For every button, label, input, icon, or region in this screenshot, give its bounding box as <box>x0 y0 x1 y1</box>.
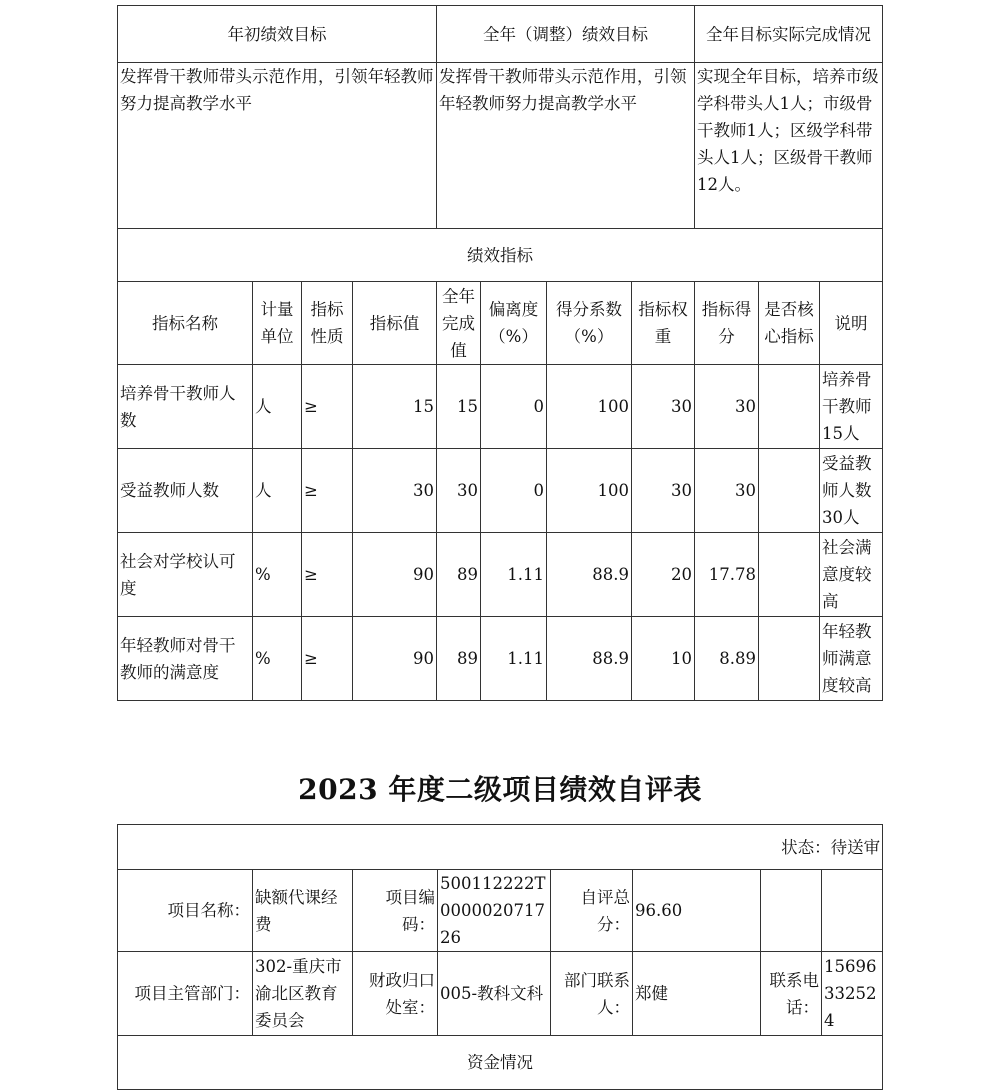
cell-target: 90 <box>353 617 437 701</box>
cell-unit: 人 <box>253 365 302 449</box>
self-score-label: 自评总分： <box>551 870 633 952</box>
cell-coefficient: 100 <box>547 365 632 449</box>
cell-note: 受益教师人数30人 <box>820 449 883 533</box>
cell-name: 培养骨干教师人数 <box>118 365 253 449</box>
cell-nature: ≥ <box>302 617 353 701</box>
cell-core <box>759 449 820 533</box>
page-title: 2023 年度二级项目绩效自评表 <box>298 773 702 806</box>
cell-weight: 10 <box>632 617 695 701</box>
project-info-table <box>117 824 883 1090</box>
cell-score: 30 <box>695 365 759 449</box>
table-row <box>118 617 883 701</box>
cell-deviation: 1.11 <box>481 617 547 701</box>
col-header-coefficient: 得分系数（%） <box>547 282 632 365</box>
initial-goal-text: 发挥骨干教师带头示范作用，引领年轻教师努力提高教学水平 <box>118 63 437 229</box>
cell-score: 17.78 <box>695 533 759 617</box>
cell-core <box>759 533 820 617</box>
cell-target: 90 <box>353 533 437 617</box>
cell-deviation: 0 <box>481 449 547 533</box>
cell-weight: 30 <box>632 365 695 449</box>
cell-core <box>759 617 820 701</box>
section-title-indicators: 绩效指标 <box>118 229 883 282</box>
cell-nature: ≥ <box>302 449 353 533</box>
cell-weight: 30 <box>632 449 695 533</box>
self-score-value: 96.60 <box>633 870 761 952</box>
col-header-core: 是否核心指标 <box>759 282 820 365</box>
col-header-unit: 计量单位 <box>253 282 302 365</box>
dept-label: 项目主管部门： <box>118 952 253 1036</box>
funds-section-title: 资金情况 <box>118 1036 883 1090</box>
table-row <box>118 449 883 533</box>
project-name-value: 缺额代课经费 <box>253 870 353 952</box>
col-header-deviation: 偏离度（%） <box>481 282 547 365</box>
table-row <box>118 365 883 449</box>
cell-name: 受益教师人数 <box>118 449 253 533</box>
cell-core <box>759 365 820 449</box>
cell-name: 社会对学校认可度 <box>118 533 253 617</box>
cell-weight: 20 <box>632 533 695 617</box>
project-name-label: 项目名称： <box>118 870 253 952</box>
phone-label: 联系电话： <box>761 952 822 1036</box>
col-header-completed: 全年完成值 <box>437 282 481 365</box>
empty-cell <box>761 870 822 952</box>
col-header-weight: 指标权重 <box>632 282 695 365</box>
cell-unit: % <box>253 617 302 701</box>
header-adjusted-goal: 全年（调整）绩效目标 <box>437 6 695 63</box>
finance-value: 005-教科文科 <box>438 952 551 1036</box>
cell-completed: 30 <box>437 449 481 533</box>
header-actual-completion: 全年目标实际完成情况 <box>695 6 883 63</box>
empty-cell <box>822 870 883 952</box>
phone-value: 15696332524 <box>822 952 883 1036</box>
contact-label: 部门联系人： <box>551 952 633 1036</box>
header-initial-goal: 年初绩效目标 <box>118 6 437 63</box>
cell-completed: 15 <box>437 365 481 449</box>
cell-note: 年轻教师满意度较高 <box>820 617 883 701</box>
cell-nature: ≥ <box>302 533 353 617</box>
cell-score: 30 <box>695 449 759 533</box>
col-header-score: 指标得分 <box>695 282 759 365</box>
cell-coefficient: 100 <box>547 449 632 533</box>
cell-target: 15 <box>353 365 437 449</box>
performance-table <box>117 5 883 701</box>
cell-deviation: 1.11 <box>481 533 547 617</box>
status-badge: 状态：待送审 <box>118 825 883 870</box>
cell-score: 8.89 <box>695 617 759 701</box>
cell-note: 培养骨干教师15人 <box>820 365 883 449</box>
cell-completed: 89 <box>437 533 481 617</box>
col-header-nature: 指标性质 <box>302 282 353 365</box>
col-header-name: 指标名称 <box>118 282 253 365</box>
contact-value: 郑健 <box>633 952 761 1036</box>
table-row <box>118 533 883 617</box>
project-code-value: 500112222T000002071726 <box>438 870 551 952</box>
cell-nature: ≥ <box>302 365 353 449</box>
col-header-target: 指标值 <box>353 282 437 365</box>
col-header-note: 说明 <box>820 282 883 365</box>
cell-unit: 人 <box>253 449 302 533</box>
dept-value: 302-重庆市渝北区教育委员会 <box>253 952 353 1036</box>
cell-note: 社会满意度较高 <box>820 533 883 617</box>
cell-coefficient: 88.9 <box>547 533 632 617</box>
cell-name: 年轻教师对骨干教师的满意度 <box>118 617 253 701</box>
project-code-label: 项目编码： <box>353 870 438 952</box>
cell-target: 30 <box>353 449 437 533</box>
actual-completion-text: 实现全年目标，培养市级学科带头人1人；市级骨干教师1人；区级学科带头人1人；区级骨干教师12人。 <box>695 63 883 229</box>
adjusted-goal-text: 发挥骨干教师带头示范作用，引领年轻教师努力提高教学水平 <box>437 63 695 229</box>
cell-unit: % <box>253 533 302 617</box>
cell-deviation: 0 <box>481 365 547 449</box>
cell-completed: 89 <box>437 617 481 701</box>
cell-coefficient: 88.9 <box>547 617 632 701</box>
finance-label: 财政归口处室： <box>353 952 438 1036</box>
